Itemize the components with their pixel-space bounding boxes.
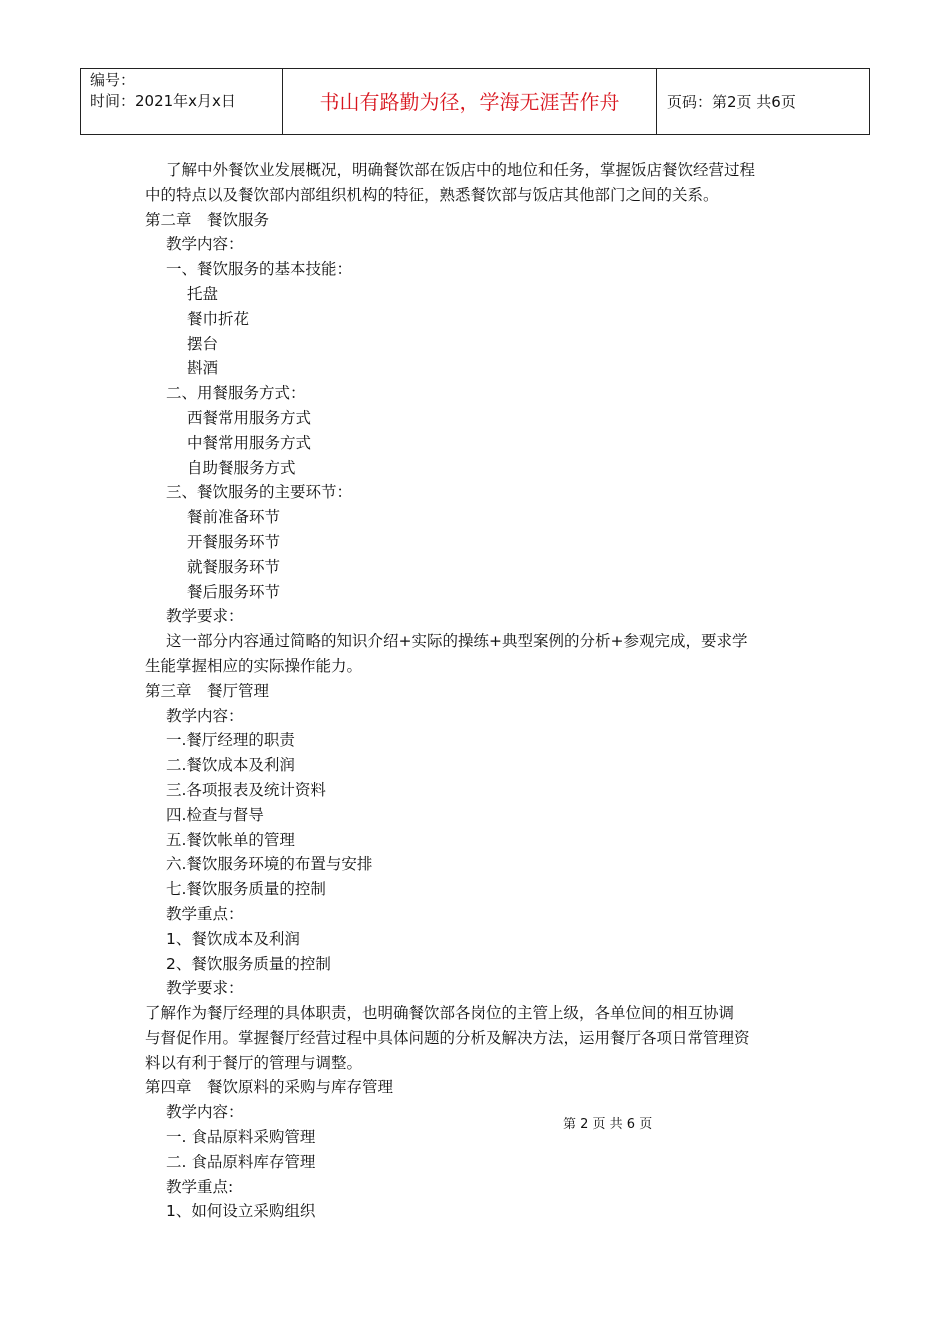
text-line: 餐前准备环节	[187, 508, 281, 527]
header-motto: 书山有路勤为径，学海无涯苦作舟	[319, 90, 620, 114]
text-line: 教学内容：	[166, 1103, 244, 1122]
text-line: 教学要求：	[166, 607, 244, 626]
text-line: 四.检查与督导	[166, 805, 264, 824]
text-line: 料以有利于餐厅的管理与调整。	[145, 1053, 363, 1072]
text-line: 中餐常用服务方式	[187, 433, 312, 452]
text-line: 与督促作用。掌握餐厅经营过程中具体问题的分析及解决方法，运用餐厅各项日常管理资	[145, 1028, 750, 1047]
header-meta-cell	[81, 69, 283, 134]
text-line: 三.各项报表及统计资料	[166, 780, 326, 799]
text-line: 生能掌握相应的实际操作能力。	[145, 656, 363, 675]
text-line: 教学重点:	[166, 1177, 234, 1196]
text-line: 托盘	[187, 284, 219, 303]
text-line: 教学内容：	[166, 235, 244, 254]
text-line: 中的特点以及餐饮部内部组织机构的特征，熟悉餐饮部与饭店其他部门之间的关系。	[145, 185, 719, 204]
text-line: 二.餐饮成本及利润	[166, 756, 295, 775]
header-page-cell	[657, 69, 869, 134]
text-line: 五.餐饮帐单的管理	[166, 830, 295, 849]
text-line: 二. 食品原料库存管理	[166, 1152, 316, 1171]
text-line: 就餐服务环节	[187, 557, 281, 576]
text-line: 一.餐厅经理的职责	[166, 731, 295, 750]
text-line: 1、如何设立采购组织	[166, 1202, 316, 1221]
text-line: 这一部分内容通过简略的知识介绍+实际的操练+典型案例的分析+参观完成，要求学	[166, 632, 748, 651]
document-header-table	[80, 68, 870, 135]
text-line: 教学重点：	[166, 904, 244, 923]
text-line: 1、餐饮成本及利润	[166, 929, 300, 948]
text-line: 第三章 餐厅管理	[145, 681, 270, 700]
text-line: 自助餐服务方式	[187, 458, 296, 477]
text-line: 开餐服务环节	[187, 532, 281, 551]
text-line: 一、餐饮服务的基本技能：	[166, 260, 353, 279]
text-line: 教学内容：	[166, 706, 244, 725]
document-body	[145, 158, 805, 1224]
document-number-label: 编号：	[90, 71, 136, 89]
header-motto-cell	[283, 69, 657, 134]
text-line: 七.餐饮服务质量的控制	[166, 880, 326, 899]
text-line: 摆台	[187, 334, 219, 353]
text-line: 一. 食品原料采购管理	[166, 1128, 316, 1147]
text-line: 二、用餐服务方式：	[166, 384, 306, 403]
text-line: 第二章 餐饮服务	[145, 210, 270, 229]
document-time-label: 时间：2021年x月x日	[90, 92, 236, 110]
text-line: 六.餐饮服务环境的布置与安排	[166, 855, 373, 874]
text-line: 餐巾折花	[187, 309, 250, 328]
text-line: 三、餐饮服务的主要环节：	[166, 483, 353, 502]
text-line: 教学要求：	[166, 979, 244, 998]
text-line: 2、餐饮服务质量的控制	[166, 954, 331, 973]
text-line: 斟酒	[187, 359, 219, 378]
text-line: 了解作为餐厅经理的具体职责，也明确餐饮部各岗位的主管上级，各单位间的相互协调	[145, 1004, 735, 1023]
page-footer: 第 2 页 共 6 页	[563, 1117, 653, 1132]
text-line: 了解中外餐饮业发展概况，明确餐饮部在饭店中的地位和任务，掌握饭店餐饮经营过程	[166, 161, 756, 179]
text-line: 第四章 餐饮原料的采购与库存管理	[145, 1078, 394, 1097]
text-line: 餐后服务环节	[187, 582, 281, 601]
header-page-info: 页码：第2页 共6页	[667, 93, 796, 111]
text-line: 西餐常用服务方式	[187, 408, 312, 427]
